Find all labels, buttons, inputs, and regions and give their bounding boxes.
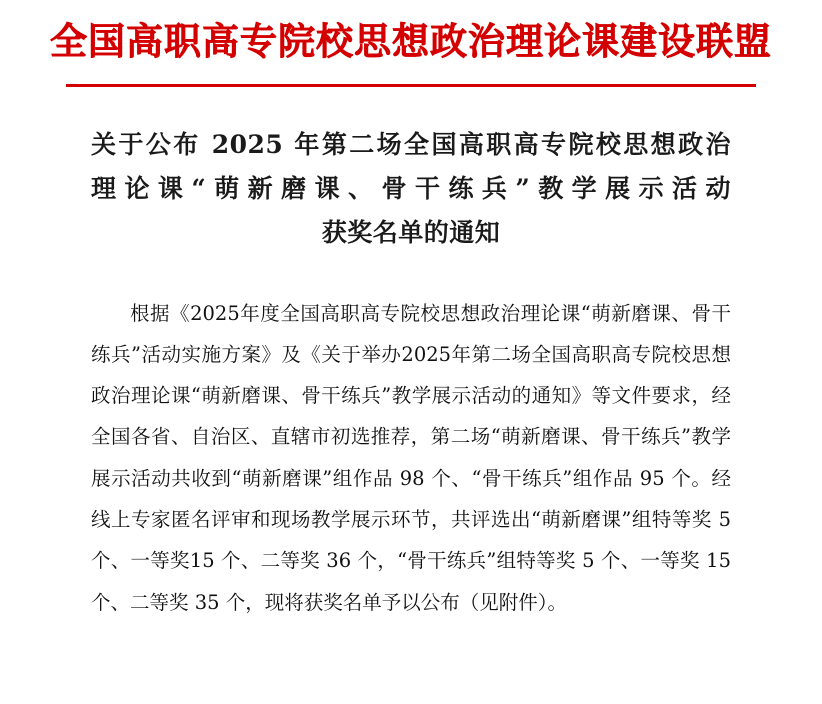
document-title-line-3: 获奖名单的通知: [321, 217, 501, 247]
document-body: [91, 293, 731, 624]
letterhead-divider: [66, 84, 756, 87]
letterhead-title: 全国高职高专院校思想政治理论课建设联盟: [50, 19, 772, 63]
body-paragraph: 根据《2025年度全国高职高专院校思想政治理论课“萌新磨课、骨干练兵”活动实施方案》及《关于举办2025年第二场全国高职高专院校思想政治理论课“萌新磨课、骨干练兵”教学展示活动的通知》等文件要求，经全国各省、自治区、直辖市初选推荐，第二场“萌新磨课、骨干练兵”教学展示活动共收到“萌新磨课”组作品 98 个、“骨干练兵”组作品 95 个。经线上专家匿名评审和现场教学展示环节，共评选出“萌新磨课”组特等奖 5 个、一等奖15 个、二等奖 36 个，“骨干练兵”组特等奖 5 个、一等奖 15 个、二等奖 35 个，现将获奖名单予以公布（见附件）。: [91, 301, 731, 614]
document-title-line-2: 理论课“萌新磨课、骨干练兵”教学展示活动: [91, 174, 731, 203]
document-title: [91, 123, 731, 254]
letterhead: [0, 0, 822, 87]
document-title-line-1: 关于公布 2025 年第二场全国高职高专院校思想政治: [91, 130, 731, 160]
